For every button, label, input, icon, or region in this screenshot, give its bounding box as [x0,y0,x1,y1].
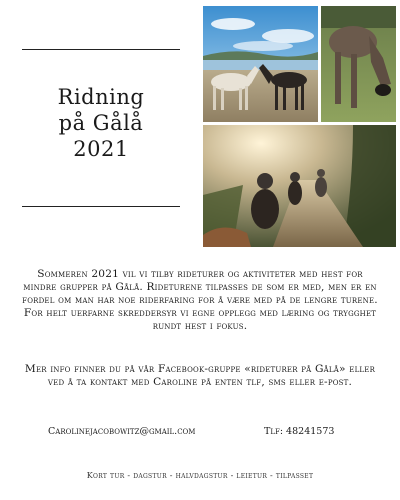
photo-horses-by-lake [203,6,318,122]
title-line-3: 2021 [73,137,129,161]
photo-horse-grazing [321,6,396,122]
contact-phone: Tlf: 48241573 [264,426,335,437]
title-line-2: på Gålå [58,111,144,135]
contact-email[interactable]: Carolinejacobowitz@gmail.com [48,426,196,437]
page-title [22,84,180,162]
intro-paragraph: Sommeren 2021 vil vi tilby rideturer og aktiviteter med hest for mindre grupper på Gålå. Rideturene tilpasses de som er med, men er en fordel om man har noe riderfaring for å være med på de lengre turene. For helt uerfarne skreddersyr vi egne opplegg med læring og trygghet rundt hest i fokus. [22,268,378,332]
info-paragraph: Mer info finner du på vår Facebook-gruppe «rideturer på Gålå» eller ved å ta kontakt med Caroline på enten tlf, sms eller e-post. [24,363,376,388]
bottom-divider [22,206,180,207]
tour-types-footer: Kort tur - dagstur - halvdagstur - leietur - tilpasset [86,471,314,480]
top-divider [22,49,180,50]
title-line-1: Ridning [57,85,145,109]
photo-trail-ride [203,125,396,247]
